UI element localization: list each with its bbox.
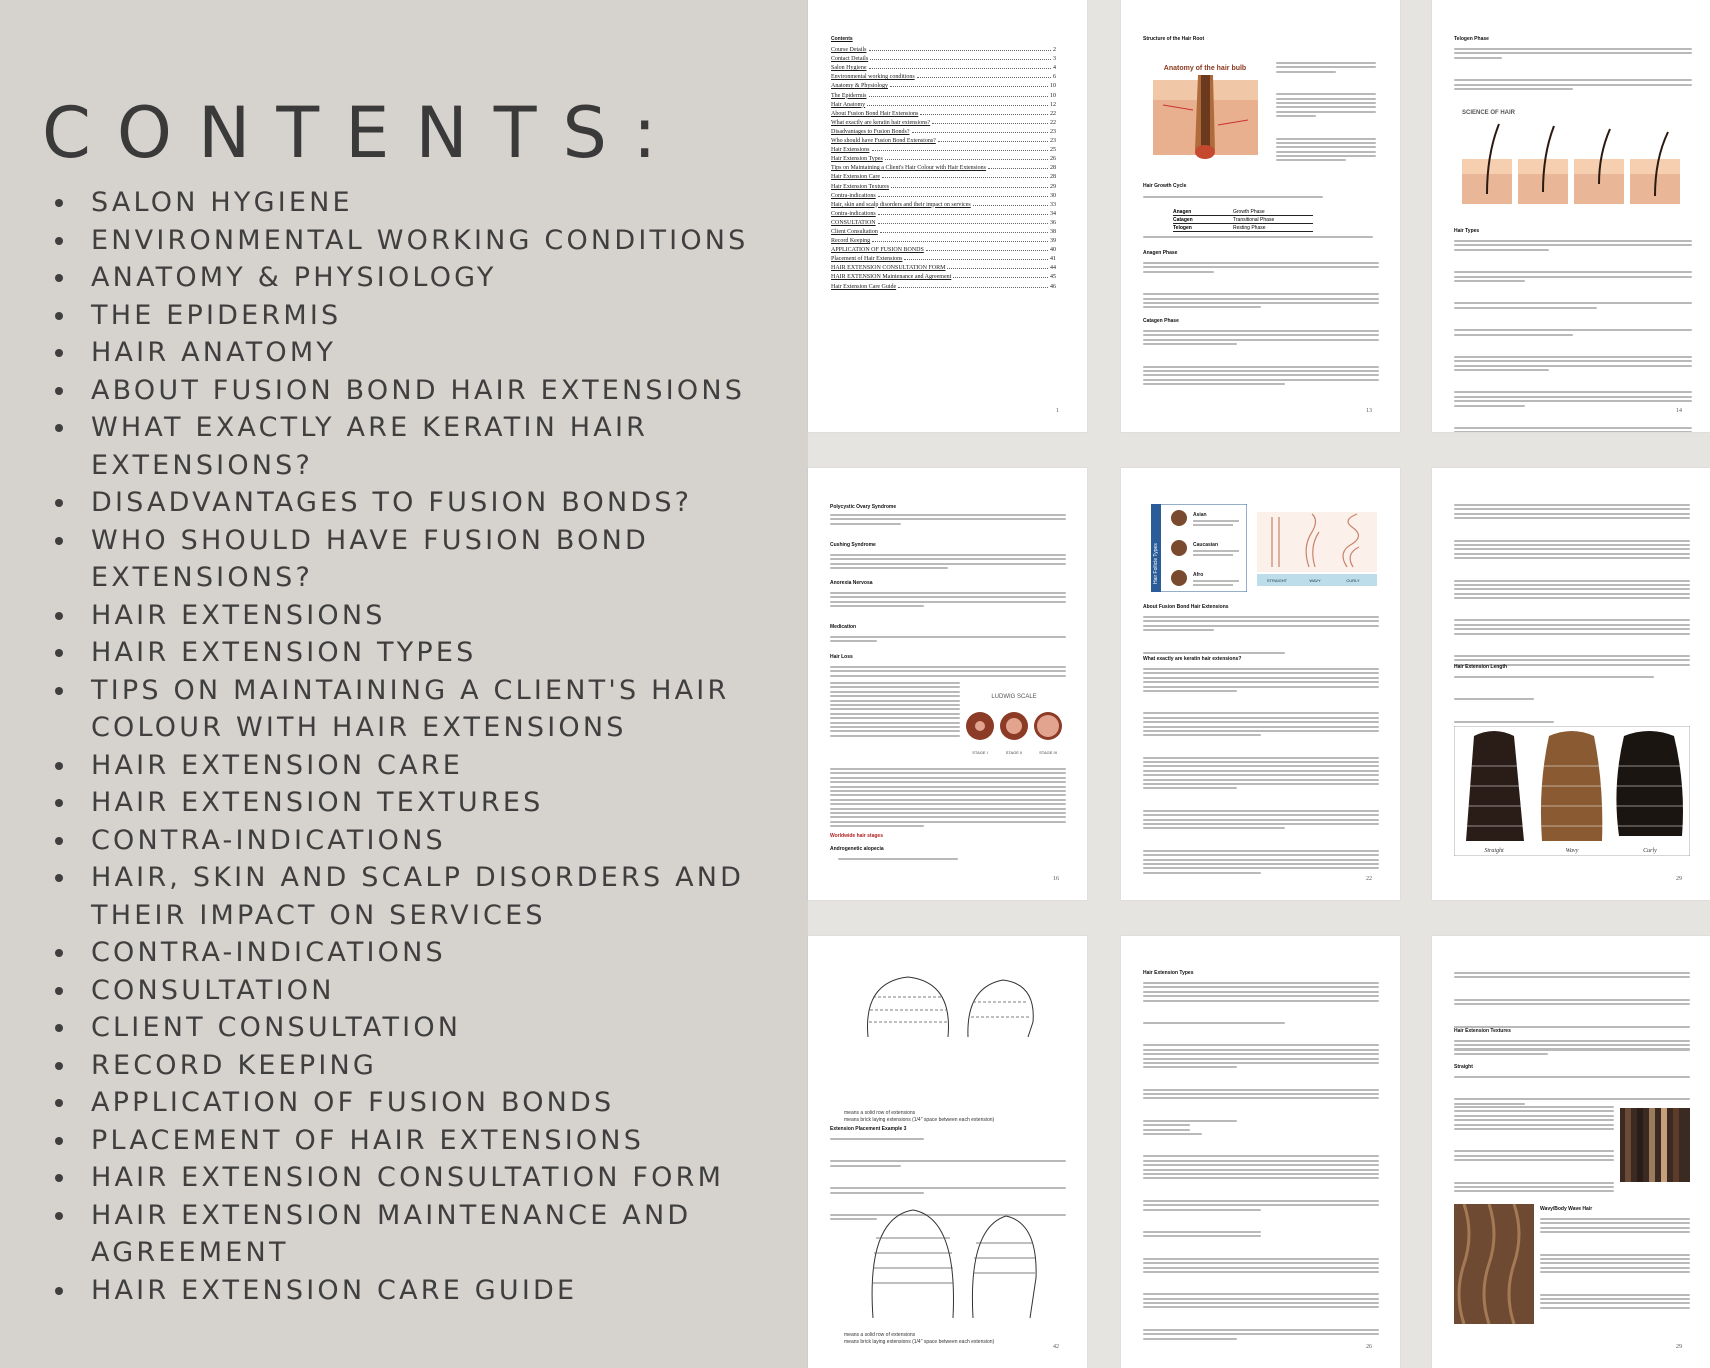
- toc-entry: [831, 44, 1056, 53]
- contents-item: PLACEMENT OF HAIR EXTENSIONS: [55, 1122, 795, 1160]
- text-block: [1276, 62, 1376, 164]
- toc-entry-page: 6: [1053, 74, 1056, 81]
- section-heading: Straight: [1454, 1064, 1473, 1070]
- table-cell: Catagen: [1173, 216, 1193, 223]
- toc-entry: [831, 208, 1056, 217]
- toc-entry-page: 2: [1053, 47, 1056, 54]
- toc-entry: [831, 171, 1056, 180]
- toc-entry-title: Hair Extension Types: [831, 156, 883, 163]
- page-heading: Contents: [831, 36, 853, 42]
- toc-entry-title: HAIR EXTENSION CONSULTATION FORM: [831, 265, 946, 272]
- toc-entry-page: 22: [1050, 119, 1056, 126]
- hair-length-label: Curly: [1643, 848, 1657, 854]
- toc-leader-dots: [870, 59, 1051, 60]
- contents-item: WHO SHOULD HAVE FUSION BOND EXTENSIONS?: [55, 522, 795, 597]
- texture-label: CURLY: [1346, 578, 1360, 583]
- ludwig-scale-illustration: [960, 690, 1068, 760]
- text-block: [1143, 982, 1379, 1342]
- toc-leader-dots: [890, 86, 1048, 87]
- table-row: [1173, 224, 1313, 232]
- contents-item: WHAT EXACTLY ARE KERATIN HAIR EXTENSIONS?: [55, 409, 795, 484]
- text-block: [1143, 330, 1379, 388]
- text-block: [1143, 668, 1379, 876]
- follicle-label: Afro: [1193, 572, 1204, 578]
- contents-item: HAIR EXTENSION MAINTENANCE AND AGREEMENT: [55, 1197, 795, 1272]
- contents-item: ABOUT FUSION BOND HAIR EXTENSIONS: [55, 372, 795, 410]
- contents-item: APPLICATION OF FUSION BONDS: [55, 1084, 795, 1122]
- toc-entry-page: 33: [1050, 201, 1056, 208]
- science-of-hair-title: SCIENCE OF HAIR: [1462, 110, 1516, 116]
- toc-leader-dots: [891, 187, 1048, 188]
- contents-list: [55, 184, 795, 1309]
- toc-leader-dots: [904, 259, 1048, 260]
- section-heading: Catagen Phase: [1143, 318, 1179, 324]
- toc-entry-page: 26: [1050, 156, 1056, 163]
- toc-leader-dots: [938, 141, 1048, 142]
- toc-entry-title: Hair Extension Textures: [831, 183, 890, 190]
- page-thumbnail-textures[interactable]: [1432, 936, 1710, 1368]
- section-heading: What exactly are keratin hair extensions?: [1143, 656, 1242, 662]
- toc-entry-title: Placement of Hair Extensions: [831, 256, 903, 263]
- contents-item: TIPS ON MAINTAINING A CLIENT'S HAIR COLOUR WITH HAIR EXTENSIONS: [55, 672, 795, 747]
- text-block: [1143, 616, 1379, 656]
- hair-bulb-title: Anatomy of the hair bulb: [1163, 65, 1247, 72]
- text-block: [1143, 262, 1379, 311]
- toc-entry-page: 44: [1050, 265, 1056, 272]
- toc-entry: [831, 62, 1056, 71]
- toc-entry-page: 45: [1050, 274, 1056, 281]
- contents-item: HAIR EXTENSION CARE GUIDE: [55, 1272, 795, 1310]
- wavy-hair-photo: [1454, 1204, 1534, 1324]
- toc-entry-page: 3: [1053, 56, 1056, 63]
- toc-entry: [831, 53, 1056, 62]
- page-heading: Telogen Phase: [1454, 36, 1489, 42]
- toc-entry-page: 28: [1050, 165, 1056, 172]
- section-heading: Hair Extension Length: [1454, 664, 1508, 670]
- toc-entry-page: 28: [1050, 174, 1056, 181]
- toc-entry: [831, 244, 1056, 253]
- toc-entry-title: Hair Extensions: [831, 147, 870, 154]
- hair-growth-cycle-illustration: [1454, 104, 1692, 214]
- text-block: [830, 682, 960, 739]
- texture-label: STRAIGHT: [1266, 578, 1288, 583]
- contents-item: CONTRA-INDICATIONS: [55, 934, 795, 972]
- ludwig-stage-label: STAGE III: [1039, 750, 1057, 755]
- toc-leader-dots: [912, 132, 1049, 133]
- toc-entry-page: 4: [1053, 65, 1056, 72]
- toc-entry-title: Contra-indications: [831, 210, 876, 217]
- page-number: 29: [1676, 1344, 1682, 1350]
- toc-entry-page: 25: [1050, 147, 1056, 154]
- hair-length-label: Straight: [1484, 848, 1504, 854]
- section-heading: Cushing Syndrome: [830, 542, 876, 548]
- straight-hair-photo: [1620, 1108, 1690, 1182]
- contents-item: HAIR EXTENSION CONSULTATION FORM: [55, 1159, 795, 1197]
- toc-entry-page: 10: [1050, 92, 1056, 99]
- toc-entry-page: 23: [1050, 128, 1056, 135]
- toc-entry-page: 22: [1050, 110, 1056, 117]
- table-row: [1173, 208, 1313, 216]
- toc-entry-title: Contact Details: [831, 56, 869, 63]
- toc-leader-dots: [932, 123, 1048, 124]
- page-thumbnail-fusion-bond[interactable]: [1121, 468, 1400, 900]
- section-heading: About Fusion Bond Hair Extensions: [1143, 604, 1229, 610]
- toc-entry-title: Record Keeping: [831, 238, 871, 245]
- toc-entry: [831, 80, 1056, 89]
- legend-text: means a solid row of extensions: [844, 1332, 916, 1338]
- contents-item: ENVIRONMENTAL WORKING CONDITIONS: [55, 222, 795, 260]
- page-thumbnail-hair-root[interactable]: [1121, 0, 1400, 432]
- legend-text: means brick laying extensions (1/4" space between each extension): [844, 1117, 995, 1123]
- section-heading: Androgenetic alopecia: [830, 846, 884, 852]
- toc-entry-title: Hair Extension Care: [831, 174, 880, 181]
- section-heading: Wavy/Body Wave Hair: [1540, 1206, 1593, 1212]
- text-block: [1454, 240, 1692, 432]
- toc-entry-title: What exactly are keratin hair extensions?: [831, 119, 931, 126]
- contents-item: CONTRA-INDICATIONS: [55, 822, 795, 860]
- contents-title: CONTENTS:: [42, 92, 683, 174]
- toc-entry: [831, 235, 1056, 244]
- toc-entry-title: Hair Anatomy: [831, 101, 866, 108]
- text-block: [830, 636, 1066, 645]
- toc-leader-dots: [920, 114, 1048, 115]
- toc-entry-title: Hair, skin and scalp disorders and their impact on services: [831, 201, 971, 208]
- table-cell: Growth Phase: [1233, 208, 1265, 215]
- contents-item: HAIR EXTENSION CARE: [55, 747, 795, 785]
- toc-entry-title: Client Consultation: [831, 228, 878, 235]
- toc-entry-title: Course Details: [831, 47, 867, 54]
- contents-item: HAIR ANATOMY: [55, 334, 795, 372]
- toc-entry-title: Hair Extension Care Guide: [831, 283, 897, 290]
- legend-text: means brick laying extensions (1/4" space between each extension): [844, 1339, 995, 1345]
- text-block: [830, 666, 1066, 679]
- ludwig-scale-title: LUDWIG SCALE: [991, 694, 1037, 700]
- page-thumbnail-hair-length[interactable]: [1432, 468, 1710, 900]
- toc-entry-title: Contra-indications: [831, 192, 876, 199]
- table-cell: Anagen: [1173, 208, 1192, 215]
- toc-entry-title: About Fusion Bond Hair Extensions: [831, 110, 919, 117]
- section-heading: Hair Loss: [830, 654, 853, 660]
- toc-leader-dots: [872, 241, 1048, 242]
- hair-follicle-types-illustration: [1151, 504, 1247, 592]
- contents-panel: [0, 0, 808, 1368]
- toc-leader-dots: [953, 277, 1048, 278]
- follicle-label: Asian: [1193, 512, 1207, 518]
- page-preview-grid: [808, 0, 1710, 1368]
- page-number: 13: [1366, 408, 1372, 414]
- text-block: [830, 592, 1066, 610]
- toc-leader-dots: [988, 168, 1048, 169]
- toc-entry-page: 41: [1050, 256, 1056, 263]
- page-number: 22: [1366, 876, 1372, 882]
- contents-item: ANATOMY & PHYSIOLOGY: [55, 259, 795, 297]
- toc-entry-page: 39: [1050, 238, 1056, 245]
- toc-entry-page: 38: [1050, 228, 1056, 235]
- page-number: 1: [1056, 408, 1059, 414]
- toc-entry-page: 29: [1050, 183, 1056, 190]
- toc-entry: [831, 117, 1056, 126]
- table-cell: Resting Phase: [1233, 224, 1266, 231]
- page-number: 29: [1676, 876, 1682, 882]
- hair-texture-illustration: [1257, 512, 1377, 592]
- toc-leader-dots: [869, 96, 1049, 97]
- toc-leader-dots: [882, 177, 1048, 178]
- contents-item: CLIENT CONSULTATION: [55, 1009, 795, 1047]
- contents-item: DISADVANTAGES TO FUSION BONDS?: [55, 484, 795, 522]
- follicle-side-label: Hair Follicle Types: [1153, 543, 1159, 584]
- toc-entry-page: 12: [1050, 101, 1056, 108]
- page-thumbnail-placement[interactable]: [808, 936, 1087, 1368]
- toc-entry: [831, 153, 1056, 162]
- hair-length-label: Wavy: [1565, 848, 1579, 854]
- toc-leader-dots: [867, 105, 1048, 106]
- legend-text: means a solid row of extensions: [844, 1110, 916, 1116]
- toc-entry-page: 34: [1050, 210, 1056, 217]
- toc-entry: [831, 280, 1056, 289]
- toc-entry-title: Salon Hygiene: [831, 65, 867, 72]
- text-block: [830, 514, 1066, 527]
- toc-entry: [831, 262, 1056, 271]
- contents-item: HAIR EXTENSION TEXTURES: [55, 784, 795, 822]
- toc-entry: [831, 180, 1056, 189]
- toc-leader-dots: [898, 287, 1048, 288]
- table-row: [1173, 216, 1313, 224]
- toc-entry: [831, 71, 1056, 80]
- texture-label: WAVY: [1309, 578, 1321, 583]
- contents-item: HAIR, SKIN AND SCALP DISORDERS AND THEIR IMPACT ON SERVICES: [55, 859, 795, 934]
- toc-entry: [831, 253, 1056, 262]
- table-cell: Transitional Phase: [1233, 216, 1275, 223]
- toc-entry-page: 40: [1050, 247, 1056, 254]
- toc-entry: [831, 190, 1056, 199]
- contents-item: HAIR EXTENSIONS: [55, 597, 795, 635]
- toc-leader-dots: [917, 77, 1051, 78]
- contents-item: RECORD KEEPING: [55, 1047, 795, 1085]
- contents-item: THE EPIDERMIS: [55, 297, 795, 335]
- toc-leader-dots: [878, 214, 1048, 215]
- text-block: [1454, 48, 1692, 92]
- text-block: [838, 858, 958, 862]
- toc-leader-dots: [878, 223, 1048, 224]
- page-heading: Hair Extension Types: [1143, 970, 1194, 976]
- toc-entry: [831, 89, 1056, 98]
- toc-entry-page: 10: [1050, 83, 1056, 90]
- contents-item: HAIR EXTENSION TYPES: [55, 634, 795, 672]
- toc-entry-title: Tips on Maintaining a Client's Hair Colour with Hair Extensions: [831, 165, 987, 172]
- toc-entry-title: Anatomy & Physiology: [831, 83, 889, 90]
- toc-leader-dots: [926, 250, 1048, 251]
- head-placement-diagram: [858, 972, 1038, 1042]
- section-heading: Medication: [830, 624, 857, 630]
- toc-entry: [831, 126, 1056, 135]
- section-heading: Worldwide hair stages: [830, 833, 883, 839]
- text-block: [1454, 504, 1690, 668]
- toc-entry: [831, 99, 1056, 108]
- contents-item: SALON HYGIENE: [55, 184, 795, 222]
- toc-entry: [831, 199, 1056, 208]
- text-block: [1143, 196, 1323, 200]
- page-heading: Structure of the Hair Root: [1143, 36, 1205, 42]
- toc-leader-dots: [947, 268, 1048, 269]
- text-block: [830, 554, 1066, 572]
- text-block: [1454, 1106, 1614, 1195]
- toc-leader-dots: [973, 205, 1048, 206]
- text-block: [1454, 1040, 1690, 1058]
- page-thumbnail-extension-types[interactable]: [1121, 936, 1400, 1368]
- toc-entry-title: Disadvantages to Fusion Bonds?: [831, 128, 910, 135]
- table-cell: Telogen: [1173, 224, 1192, 231]
- toc-entry: [831, 226, 1056, 235]
- page-thumbnail-telogen[interactable]: [1432, 0, 1710, 432]
- toc-entries: [831, 44, 1056, 290]
- page-thumbnail-hair-loss[interactable]: [808, 468, 1087, 900]
- section-heading: Hair Types: [1454, 228, 1480, 234]
- toc-entry-page: 30: [1050, 192, 1056, 199]
- toc-entry-title: Who should have Fusion Bond Extensions?: [831, 138, 936, 145]
- page-number: 42: [1053, 1344, 1059, 1350]
- text-block: [1454, 1076, 1690, 1107]
- section-heading: Anagen Phase: [1143, 250, 1178, 256]
- text-block: [830, 768, 1066, 829]
- page-thumbnail-contents[interactable]: [808, 0, 1087, 432]
- toc-entry-title: The Epidermis: [831, 92, 867, 99]
- ludwig-stage-label: STAGE I: [972, 750, 988, 755]
- page-heading: Polycystic Ovary Syndrome: [830, 504, 897, 510]
- head-placement-diagram: [858, 1198, 1038, 1328]
- toc-entry-title: CONSULTATION: [831, 219, 876, 226]
- toc-entry-page: 46: [1050, 283, 1056, 290]
- toc-entry: [831, 135, 1056, 144]
- toc-entry: [831, 271, 1056, 280]
- toc-leader-dots: [880, 232, 1048, 233]
- toc-leader-dots: [878, 196, 1048, 197]
- text-block: [1540, 1218, 1690, 1311]
- toc-entry: [831, 217, 1056, 226]
- toc-entry: [831, 144, 1056, 153]
- follicle-label: Caucasian: [1193, 542, 1219, 548]
- hair-bulb-illustration: [1143, 60, 1268, 170]
- section-heading: Hair Extension Textures: [1454, 1028, 1511, 1034]
- page-number: 26: [1366, 1344, 1372, 1350]
- toc-leader-dots: [869, 50, 1052, 51]
- toc-leader-dots: [885, 159, 1048, 160]
- toc-entry-title: Environmental working conditions: [831, 74, 915, 81]
- page-number: 14: [1676, 408, 1682, 414]
- hair-length-chart-photo: [1454, 726, 1690, 856]
- ludwig-stage-label: STAGE II: [1005, 750, 1023, 755]
- toc-leader-dots: [869, 68, 1052, 69]
- toc-entry-page: 36: [1050, 219, 1056, 226]
- toc-entry-title: APPLICATION OF FUSION BONDS: [831, 247, 924, 254]
- toc-entry: [831, 162, 1056, 171]
- toc-entry-title: HAIR EXTENSION Maintenance and Agreement: [831, 274, 952, 281]
- toc-entry: [831, 108, 1056, 117]
- section-heading: Extension Placement Example 3: [830, 1126, 907, 1132]
- section-heading: Anorexia Nervosa: [830, 580, 873, 586]
- contents-item: CONSULTATION: [55, 972, 795, 1010]
- text-block: [1143, 236, 1373, 240]
- page-number: 16: [1053, 876, 1059, 882]
- toc-entry-page: 23: [1050, 138, 1056, 145]
- section-heading: Hair Growth Cycle: [1143, 183, 1187, 189]
- toc-leader-dots: [872, 150, 1049, 151]
- growth-phase-table: [1173, 208, 1313, 232]
